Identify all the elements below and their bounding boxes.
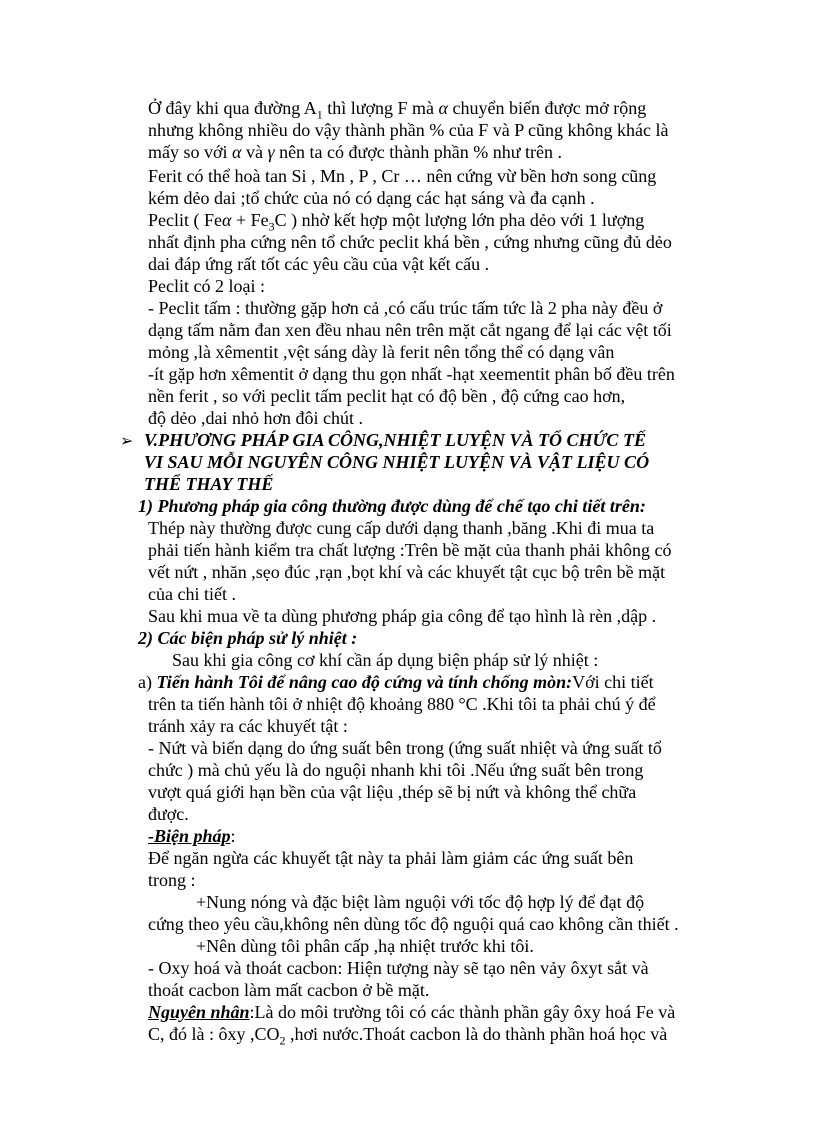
peclit-line-10: độ dẻo ,dai nhỏ hơn đôi chút . bbox=[148, 408, 363, 428]
sub1-line-4: của chi tiết . bbox=[148, 584, 236, 604]
ferit-line-2: kém dẻo dai ;tổ chức của nó có dạng các hạt sáng và đa cạnh . bbox=[148, 188, 595, 208]
measure-1-line-1: +Nung nóng và đặc biệt làm nguội với tốc độ hợp lý để đạt độ bbox=[196, 892, 645, 912]
measure-2: +Nên dùng tôi phân cấp ,hạ nhiệt trước khi tôi. bbox=[196, 936, 534, 956]
gamma-symbol: γ bbox=[267, 142, 275, 162]
peclit-line-1: Peclit ( $Fe\alpha + Fe_3C$ ) nhờ kết hợp một lượng lớn pha dẻo với 1 lượng bbox=[148, 210, 645, 234]
subsection-2-heading: 2) Các biện pháp sử lý nhiệt : bbox=[138, 628, 358, 648]
arrow-bullet-icon: ➢ bbox=[120, 433, 134, 450]
defect-line-3: vượt quá giới hạn bền của vật liệu ,thép sẽ bị nứt và không thể chữa bbox=[148, 782, 637, 802]
peclit-line-6: dạng tấm nằm đan xen đều nhau nên trên mặt cắt ngang để lại các vệt tối bbox=[148, 320, 672, 340]
item-a-line-1: a) Tiến hành Tôi để nâng cao độ cứng và tính chống mòn:Với chi tiết bbox=[138, 672, 654, 692]
section-heading-line-2: VI SAU MỖI NGUYÊN CÔNG NHIỆT LUYỆN VÀ VẬT LIỆU CÓ bbox=[144, 452, 650, 472]
subsection-1-heading: 1) Phương pháp gia công thường được dùng để chế tạo chi tiết trên: bbox=[138, 496, 646, 516]
alpha-symbol: α bbox=[438, 98, 448, 118]
intro-line-2: nhưng không nhiều do vậy thành phần % của F và P cũng không khác là bbox=[148, 120, 669, 140]
sub1-line-5: Sau khi mua về ta dùng phương pháp gia công để tạo hình là rèn ,dập . bbox=[148, 606, 657, 626]
defect-line-4: được. bbox=[148, 804, 189, 824]
ferit-line-1: Ferit có thể hoà tan Si , Mn , P , Cr … nên cứng vừ bền hơn song cũng bbox=[148, 166, 657, 186]
oxidation-line-2: thoát cacbon làm mất cacbon ở bề mặt. bbox=[148, 980, 430, 1000]
defect-line-1: - Nứt và biến dạng do ứng suất bên trong (ứng suất nhiệt và ứng suất tổ bbox=[148, 738, 662, 758]
peclit-line-8: -ít gặp hơn xêmentit ở dạng thu gọn nhất -hạt xeementit phân bố đều trên bbox=[148, 364, 675, 384]
sub1-line-1: Thép này thường được cung cấp dưới dạng thanh ,băng .Khi đi mua ta bbox=[148, 518, 655, 538]
section-heading-line-3: THỂ THAY THẾ bbox=[144, 474, 274, 494]
oxidation-line-1: - Oxy hoá và thoát cacbon: Hiện tượng này sẽ tạo nên vảy ôxyt sắt và bbox=[148, 958, 649, 978]
peclit-line-5: - Peclit tấm : thường gặp hơn cả ,có cấu trúc tấm tức là 2 pha này đều ở bbox=[148, 298, 663, 318]
sub1-line-3: vết nứt , nhăn ,sẹo đúc ,rạn ,bọt khí và các khuyết tật cục bộ trên bề mặt bbox=[148, 562, 666, 582]
intro-line-1: Ở đây khi qua đường $A_1$ thì lượng F mà α chuyển biến được mở rộng bbox=[148, 98, 647, 122]
peclit-line-4: Peclit có 2 loại : bbox=[148, 276, 265, 296]
peclit-line-9: nền ferit , so với peclit tấm peclit hạt có độ bền , độ cứng cao hơn, bbox=[148, 386, 626, 406]
intro-line-3: mấy so với α và γ nên ta có được thành phần % như trên . bbox=[148, 142, 563, 162]
item-a-line-2: trên ta tiến hành tôi ở nhiệt độ khoảng 880 °C .Khi tôi ta phải chú ý để bbox=[148, 694, 656, 714]
section-heading-line-1: ➢ V.PHƯƠNG PHÁP GIA CÔNG,NHIỆT LUYỆN VÀ TỔ CHỨC TẾ bbox=[120, 429, 646, 451]
peclit-line-7: mỏng ,là xêmentit ,vệt sáng dày là ferit nên tổng thể có dạng vân bbox=[148, 342, 615, 362]
measure-1-line-2: cứng theo yêu cầu,không nên dùng tốc độ nguội quá cao không cần thiết . bbox=[148, 914, 679, 934]
sub2-intro: Sau khi gia công cơ khí cần áp dụng biện pháp sử lý nhiệt : bbox=[172, 650, 599, 670]
cause-line-1: Nguyên nhân:Là do môi trường tôi có các thành phần gây ôxy hoá Fe và bbox=[148, 1002, 676, 1022]
bien-phap-line-1: Để ngăn ngừa các khuyết tật này ta phải làm giảm các ứng suất bên bbox=[148, 848, 634, 868]
peclit-line-2: nhất định pha cứng nên tổ chức peclit khá bền , cứng nhưng cũng đủ dẻo bbox=[148, 232, 672, 252]
bien-phap-line-2: trong : bbox=[148, 870, 196, 890]
defect-line-2: chức ) mà chủ yếu là do nguội nhanh khi tôi .Nếu ứng suất bên trong bbox=[148, 760, 644, 780]
cause-line-2: C, đó là : ôxy $,CO_2$ ,hơi nước.Thoát cacbon là do thành phần hoá học và bbox=[148, 1024, 668, 1048]
bien-phap-label: -Biện pháp: bbox=[148, 826, 236, 846]
item-a-line-3: tránh xảy ra các khuyết tật : bbox=[148, 716, 348, 736]
peclit-line-3: dai đáp ứng rất tốt các yêu cầu của vật kết cấu . bbox=[148, 254, 490, 274]
sub1-line-2: phải tiến hành kiểm tra chất lượng :Trên bề mặt của thanh phải không có bbox=[148, 540, 672, 560]
